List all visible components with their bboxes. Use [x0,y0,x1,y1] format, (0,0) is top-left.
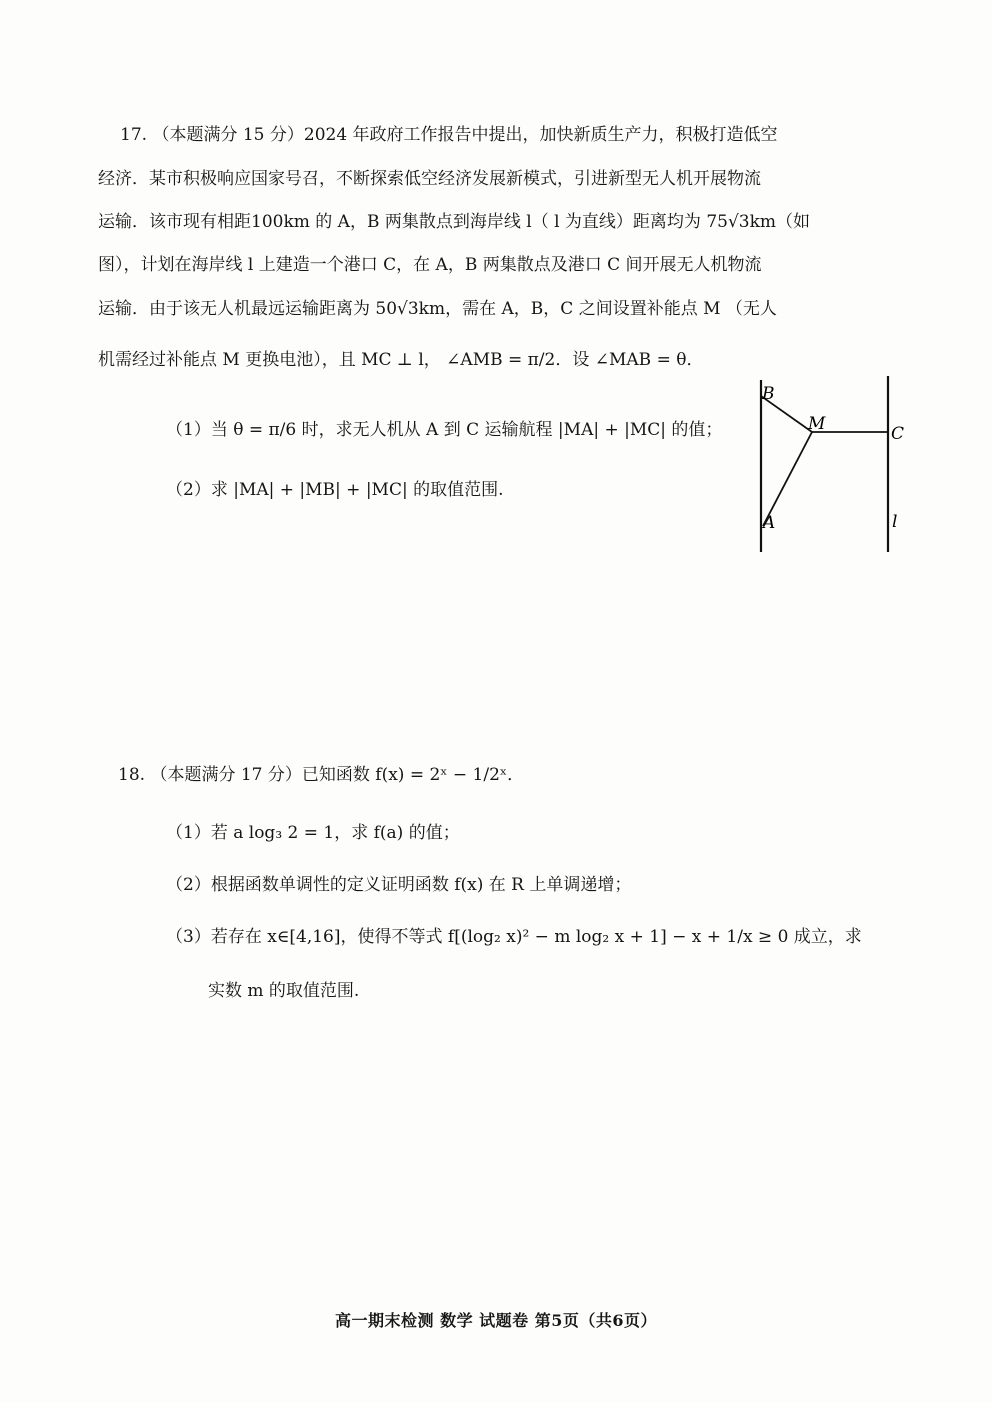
q18-part-3: （3）若存在 x∈[4,16]，使得不等式 f[(log₂ x)² − m log₂ x + 1] − x + 1/x ≥ 0 成立，求 [166,927,862,947]
q17-line-2: 经济．某市积极响应国家号召，不断探索低空经济发展新模式，引进新型无人机开展物流 [98,169,761,189]
label-C: C [891,424,905,444]
q17-line-3: 运输．该市现有相距100km 的 A，B 两集散点到海岸线 l（ l 为直线）距离均为 75√3km（如 [98,212,811,232]
label-l: l [892,512,898,532]
q18-part-2: （2）根据函数单调性的定义证明函数 f(x) 在 R 上单调递增； [166,875,632,895]
segment-AM [763,432,812,526]
label-M: M [808,414,826,434]
q17-part-2: （2）求 |MA| + |MB| + |MC| 的取值范围. [166,480,504,500]
q18-line-1: 18. （本题满分 17 分）已知函数 f(x) = 2ˣ − 1/2ˣ． [118,765,525,785]
q18-part-1: （1）若 a log₃ 2 = 1，求 f(a) 的值； [166,823,460,843]
q17-line-1: 17. （本题满分 15 分）2024 年政府工作报告中提出，加快新质生产力，积极打造低空 [120,125,778,145]
q17-line-6: 机需经过补能点 M 更换电池），且 MC ⊥ l， ∠AMB = π/2．设 ∠MAB = θ． [98,350,704,370]
q17-figure [750,372,910,562]
label-A: A [763,513,776,533]
q17-line-5: 运输．由于该无人机最远运输距离为 50√3km，需在 A，B，C 之间设置补能点 M （无人 [98,299,777,319]
q17-part-1: （1）当 θ = π/6 时，求无人机从 A 到 C 运输航程 |MA| + |MC| 的值； [166,420,723,440]
label-B: B [762,384,775,404]
q18-part-3-cont: 实数 m 的取值范围. [208,981,360,1001]
q17-line-4: 图），计划在海岸线 l 上建造一个港口 C，在 A，B 两集散点及港口 C 间开展无人机物流 [98,255,762,275]
page-footer: 高一期末检测 数学 试题卷 第5页（共6页） [335,1311,657,1330]
